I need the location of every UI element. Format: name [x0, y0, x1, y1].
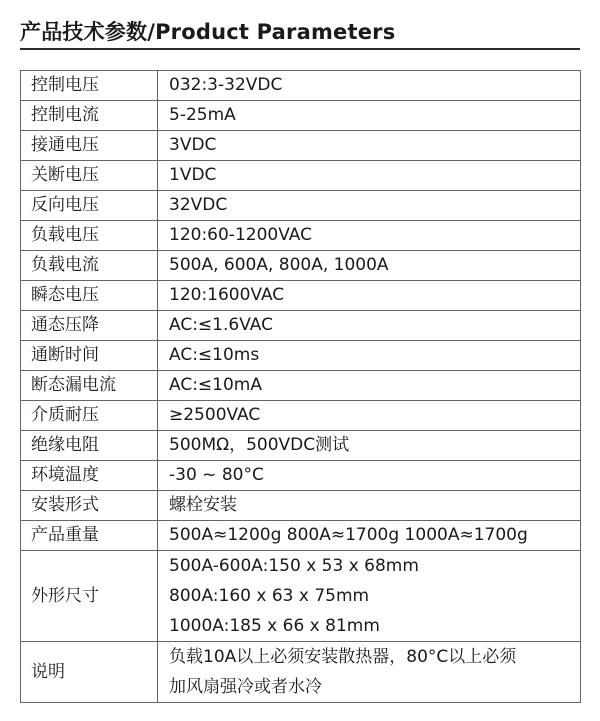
row-label: 通态压降	[21, 311, 158, 341]
table-row	[21, 491, 581, 521]
table-row	[21, 642, 581, 703]
row-label: 绝缘电阻	[21, 431, 158, 461]
table-row	[21, 371, 581, 401]
table-row	[21, 551, 581, 642]
value-line: 负载10A以上必须安装散热器，80°C以上必须	[169, 647, 517, 667]
row-label: 安装形式	[21, 491, 158, 521]
table-row	[21, 341, 581, 371]
table-row	[21, 401, 581, 431]
row-value: AC:≤10ms	[158, 341, 581, 371]
table-row	[21, 101, 581, 131]
table-row	[21, 131, 581, 161]
table-row	[21, 71, 581, 101]
row-value: 500A, 600A, 800A, 1000A	[158, 251, 581, 281]
row-value-multiline	[158, 642, 581, 703]
table-row	[21, 521, 581, 551]
row-value: 500MΩ，500VDC测试	[158, 431, 581, 461]
row-label: 说明	[21, 642, 158, 703]
value-line: 800A:160 x 63 x 75mm	[169, 586, 370, 606]
value-line: 1000A:185 x 66 x 81mm	[169, 616, 380, 636]
table-row	[21, 251, 581, 281]
page-title: 产品技术参数/Product Parameters	[20, 20, 396, 44]
table-row	[21, 161, 581, 191]
row-label: 负载电压	[21, 221, 158, 251]
row-label: 关断电压	[21, 161, 158, 191]
row-label: 环境温度	[21, 461, 158, 491]
table-row	[21, 311, 581, 341]
row-label: 产品重量	[21, 521, 158, 551]
table-row	[21, 461, 581, 491]
table-row	[21, 191, 581, 221]
row-label: 控制电压	[21, 71, 158, 101]
row-value: ≥2500VAC	[158, 401, 581, 431]
row-value: 120:1600VAC	[158, 281, 581, 311]
row-value: 5-25mA	[158, 101, 581, 131]
table-row	[21, 431, 581, 461]
row-label: 断态漏电流	[21, 371, 158, 401]
title-divider	[20, 48, 580, 50]
row-label: 反向电压	[21, 191, 158, 221]
row-label: 介质耐压	[21, 401, 158, 431]
row-label: 外形尺寸	[21, 551, 158, 642]
row-value: 500A≈1200g 800A≈1700g 1000A≈1700g	[158, 521, 581, 551]
row-value: 032:3-32VDC	[158, 71, 581, 101]
row-value-multiline	[158, 551, 581, 642]
row-label: 控制电流	[21, 101, 158, 131]
row-value: 3VDC	[158, 131, 581, 161]
row-value: 32VDC	[158, 191, 581, 221]
row-label: 通断时间	[21, 341, 158, 371]
row-value: 120:60-1200VAC	[158, 221, 581, 251]
row-value: AC:≤1.6VAC	[158, 311, 581, 341]
value-line: 500A-600A:150 x 53 x 68mm	[169, 556, 419, 576]
parameters-table	[20, 70, 581, 703]
row-value: AC:≤10mA	[158, 371, 581, 401]
row-label: 瞬态电压	[21, 281, 158, 311]
table-row	[21, 281, 581, 311]
value-line: 加风扇强冷或者水冷	[169, 677, 322, 697]
row-value: -30 ~ 80°C	[158, 461, 581, 491]
row-label: 接通电压	[21, 131, 158, 161]
row-label: 负载电流	[21, 251, 158, 281]
row-value: 1VDC	[158, 161, 581, 191]
table-row	[21, 221, 581, 251]
row-value: 螺栓安装	[158, 491, 581, 521]
